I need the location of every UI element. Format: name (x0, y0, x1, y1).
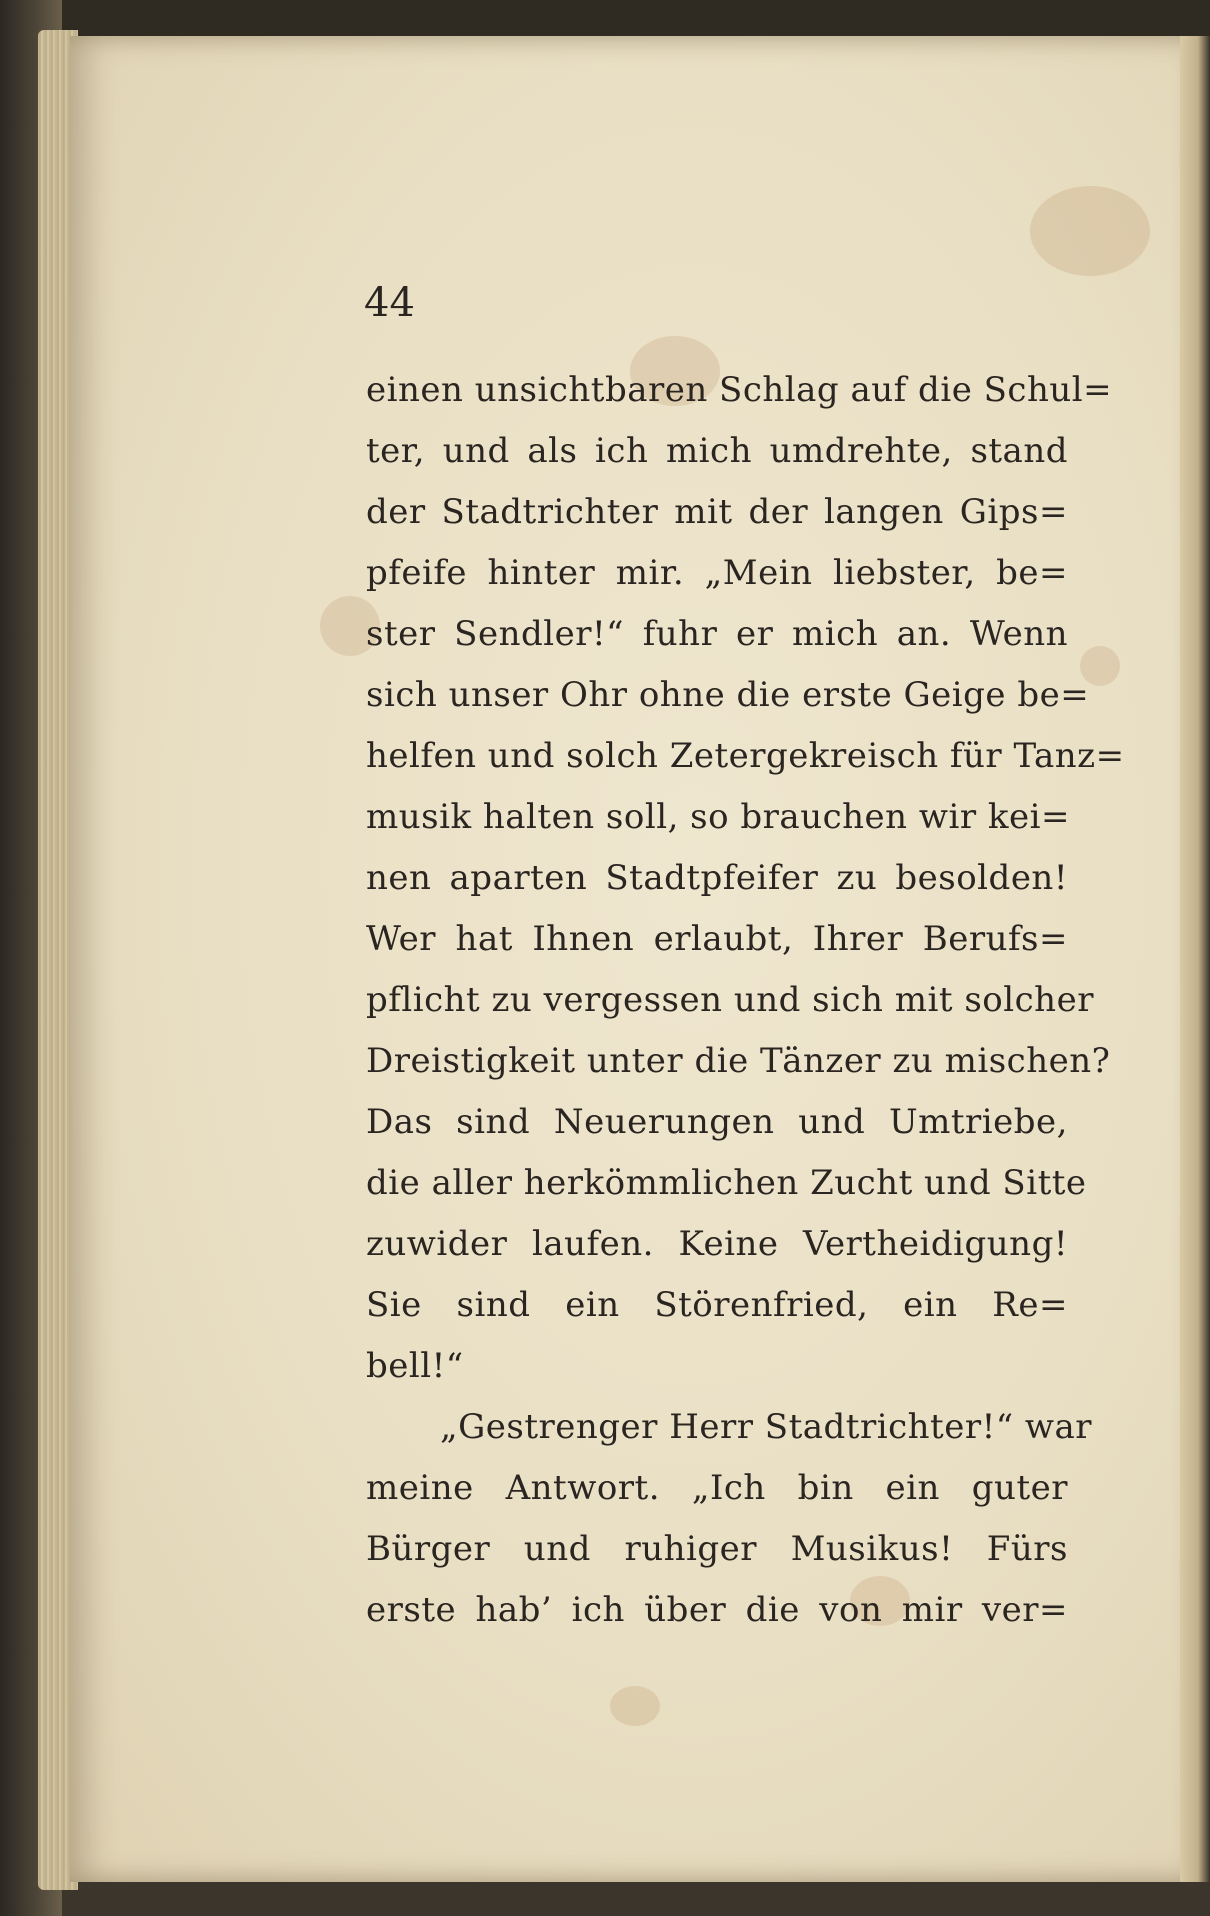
text-line: ter, und als ich mich umdrehte, stand (366, 431, 1068, 471)
text-line: einen unsichtbaren Schlag auf die Schul= (366, 370, 1113, 410)
text-line: Das sind Neuerungen und Umtriebe, (366, 1102, 1068, 1142)
text-line: Sie sind ein Störenfried, ein Re= (366, 1285, 1068, 1325)
text-line: pflicht zu vergessen und sich mit solcher (366, 980, 1094, 1020)
text-line: musik halten soll, so brauchen wir kei= (366, 797, 1070, 837)
text-line: bell!“ (366, 1346, 464, 1386)
text-line: zuwider laufen. Keine Vertheidigung! (366, 1224, 1068, 1264)
text-line: der Stadtrichter mit der langen Gips= (366, 492, 1068, 532)
text-line: ster Sendler!“ fuhr er mich an. Wenn (366, 614, 1068, 654)
text-line: meine Antwort. „Ich bin ein guter (366, 1468, 1068, 1508)
text-line: pfeife hinter mir. „Mein liebster, be= (366, 553, 1068, 593)
page-right-edge (1180, 36, 1210, 1882)
text-line: die aller herkömmlichen Zucht und Sitte (366, 1163, 1087, 1203)
text-line: Dreistigkeit unter die Tänzer zu mischen? (366, 1041, 1111, 1081)
text-line: nen aparten Stadtpfeifer zu besolden! (366, 858, 1068, 898)
page-number: 44 (364, 280, 415, 326)
body-text (366, 360, 1125, 1641)
text-line: sich unser Ohr ohne die erste Geige be= (366, 675, 1090, 715)
text-line: „Gestrenger Herr Stadtrichter!“ war (440, 1407, 1093, 1447)
text-line: Bürger und ruhiger Musikus! Fürs (366, 1529, 1068, 1569)
text-line: erste hab’ ich über die von mir ver= (366, 1590, 1068, 1630)
text-line: helfen und solch Zetergekreisch für Tanz= (366, 736, 1125, 776)
paper-stain (610, 1686, 660, 1726)
text-line: Wer hat Ihnen erlaubt, Ihrer Berufs= (366, 919, 1068, 959)
paper-stain (1030, 186, 1150, 276)
